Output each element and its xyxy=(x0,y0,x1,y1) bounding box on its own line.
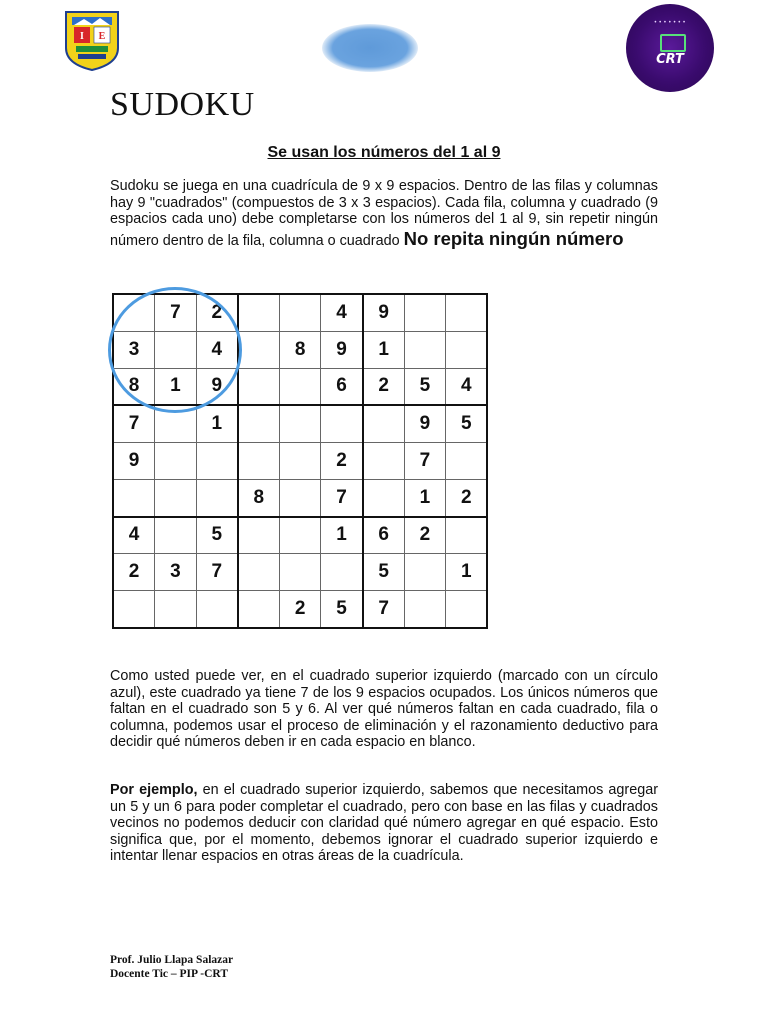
sudoku-cell xyxy=(155,479,197,516)
sudoku-cell xyxy=(404,331,446,368)
sudoku-cell: 1 xyxy=(363,331,405,368)
sudoku-cell xyxy=(446,591,488,628)
sudoku-cell xyxy=(238,554,280,591)
sudoku-cell xyxy=(238,331,280,368)
intro-text: Sudoku se juega en una cuadrícula de 9 x 9 espacios. Dentro de las filas y columnas hay 9 "cuadrados" (compuestos de 3 x 3 espacios). Cada fila, columna y cuadrado (9 espacios cada uno) debe completarse con los números del 1 al 9, sin repetir ningún número dentro de la fila, columna o cuadrado xyxy=(110,178,658,249)
sudoku-cell xyxy=(446,517,488,554)
sudoku-cell xyxy=(155,442,197,479)
sudoku-cell xyxy=(279,442,321,479)
sudoku-cell: 2 xyxy=(196,294,238,331)
sudoku-cell: 5 xyxy=(404,368,446,405)
sudoku-cell: 2 xyxy=(321,442,363,479)
sudoku-cell: 7 xyxy=(404,442,446,479)
sudoku-cell: 8 xyxy=(113,368,155,405)
sudoku-cell: 3 xyxy=(113,331,155,368)
sudoku-cell xyxy=(238,294,280,331)
sudoku-cell xyxy=(446,331,488,368)
blue-blob-decoration xyxy=(322,24,418,72)
sudoku-cell: 2 xyxy=(113,554,155,591)
sudoku-cell xyxy=(279,405,321,442)
sudoku-cell: 7 xyxy=(113,405,155,442)
sudoku-cell: 6 xyxy=(321,368,363,405)
sudoku-cell xyxy=(279,294,321,331)
crt-logo-ring: • • • • • • • xyxy=(654,20,686,26)
sudoku-cell xyxy=(321,554,363,591)
sudoku-cell: 8 xyxy=(238,479,280,516)
sudoku-cell: 7 xyxy=(321,479,363,516)
sudoku-cell: 5 xyxy=(363,554,405,591)
crt-logo xyxy=(626,4,714,92)
intro-emphasis: No repita ningún número xyxy=(403,227,624,249)
sudoku-cell: 5 xyxy=(196,517,238,554)
sudoku-cell xyxy=(279,554,321,591)
sudoku-cell xyxy=(363,405,405,442)
explanation-paragraph: Como usted puede ver, en el cuadrado superior izquierdo (marcado con un círculo azul), este cuadrado ya tiene 7 de los 9 espacios ocupados. Los únicos números que faltan en el cuadrado son 5 y 6. Al ver qué números faltan en cada cuadrado, fila o columna, podemos usar el proceso de eliminación y el razonamiento deductivo para decidir qué números deben ir en cada espacio en blanco. xyxy=(110,668,658,750)
sudoku-cell xyxy=(196,442,238,479)
page-title: SUDOKU xyxy=(110,86,255,123)
school-shield-logo xyxy=(62,8,122,72)
sudoku-cell xyxy=(113,479,155,516)
crt-logo-text: CRT xyxy=(656,52,684,67)
sudoku-cell xyxy=(404,554,446,591)
sudoku-cell: 7 xyxy=(196,554,238,591)
sudoku-cell: 4 xyxy=(113,517,155,554)
sudoku-cell xyxy=(238,442,280,479)
sudoku-cell: 9 xyxy=(404,405,446,442)
blue-highlight-circle xyxy=(108,287,242,413)
intro-paragraph xyxy=(110,178,658,250)
example-paragraph xyxy=(110,782,658,865)
sudoku-cell: 6 xyxy=(363,517,405,554)
sudoku-cell: 1 xyxy=(404,479,446,516)
example-lead: Por ejemplo, xyxy=(110,782,198,798)
sudoku-cell: 3 xyxy=(155,554,197,591)
footer-author: Prof. Julio Llapa Salazar xyxy=(110,954,234,966)
sudoku-cell: 5 xyxy=(446,405,488,442)
sudoku-cell xyxy=(238,405,280,442)
sudoku-cell xyxy=(155,591,197,628)
sudoku-cell xyxy=(279,479,321,516)
sudoku-row xyxy=(113,517,487,554)
sudoku-row xyxy=(113,479,487,516)
sudoku-cell: 4 xyxy=(196,331,238,368)
sudoku-cell xyxy=(196,479,238,516)
sudoku-cell xyxy=(113,591,155,628)
sudoku-cell: 2 xyxy=(446,479,488,516)
sudoku-cell: 1 xyxy=(446,554,488,591)
sudoku-cell xyxy=(238,517,280,554)
logo-letter-i: I xyxy=(80,31,84,42)
sudoku-cell: 7 xyxy=(155,294,197,331)
sudoku-cell: 1 xyxy=(321,517,363,554)
sudoku-cell xyxy=(404,294,446,331)
sudoku-cell xyxy=(155,517,197,554)
sudoku-cell xyxy=(238,591,280,628)
sudoku-cell: 2 xyxy=(363,368,405,405)
footer-role: Docente Tic – PIP -CRT xyxy=(110,968,228,980)
sudoku-row xyxy=(113,591,487,628)
sudoku-cell xyxy=(446,442,488,479)
sudoku-cell xyxy=(321,405,363,442)
sudoku-cell xyxy=(446,294,488,331)
sudoku-cell: 9 xyxy=(113,442,155,479)
sudoku-cell: 8 xyxy=(279,331,321,368)
sudoku-cell: 9 xyxy=(196,368,238,405)
sudoku-cell xyxy=(363,442,405,479)
sudoku-cell xyxy=(363,479,405,516)
sudoku-cell xyxy=(279,368,321,405)
sudoku-cell: 2 xyxy=(279,591,321,628)
subtitle: Se usan los números del 1 al 9 xyxy=(267,144,501,161)
sudoku-cell: 7 xyxy=(363,591,405,628)
sudoku-cell xyxy=(196,591,238,628)
sudoku-cell: 4 xyxy=(321,294,363,331)
sudoku-row xyxy=(113,442,487,479)
sudoku-row xyxy=(113,554,487,591)
sudoku-cell: 2 xyxy=(404,517,446,554)
sudoku-cell: 1 xyxy=(196,405,238,442)
sudoku-cell: 9 xyxy=(321,331,363,368)
sudoku-cell xyxy=(238,368,280,405)
sudoku-cell: 5 xyxy=(321,591,363,628)
sudoku-cell: 9 xyxy=(363,294,405,331)
logo-letter-e: E xyxy=(98,31,106,42)
sudoku-cell: 1 xyxy=(155,368,197,405)
sudoku-cell: 4 xyxy=(446,368,488,405)
sudoku-cell xyxy=(404,591,446,628)
sudoku-cell xyxy=(279,517,321,554)
laptop-icon xyxy=(660,34,686,52)
example-text: en el cuadrado superior izquierdo, sabemos que necesitamos agregar un 5 y un 6 para poder completar el cuadrado, pero con base en las filas y cuadrados vecinos no podemos deducir con claridad qué número agregar en qué espacio. Esto significa que, por el momento, debemos ignorar el cuadrado superior izquierdo e intentar llenar espacios en otras áreas de la cuadrícula. xyxy=(110,782,658,864)
